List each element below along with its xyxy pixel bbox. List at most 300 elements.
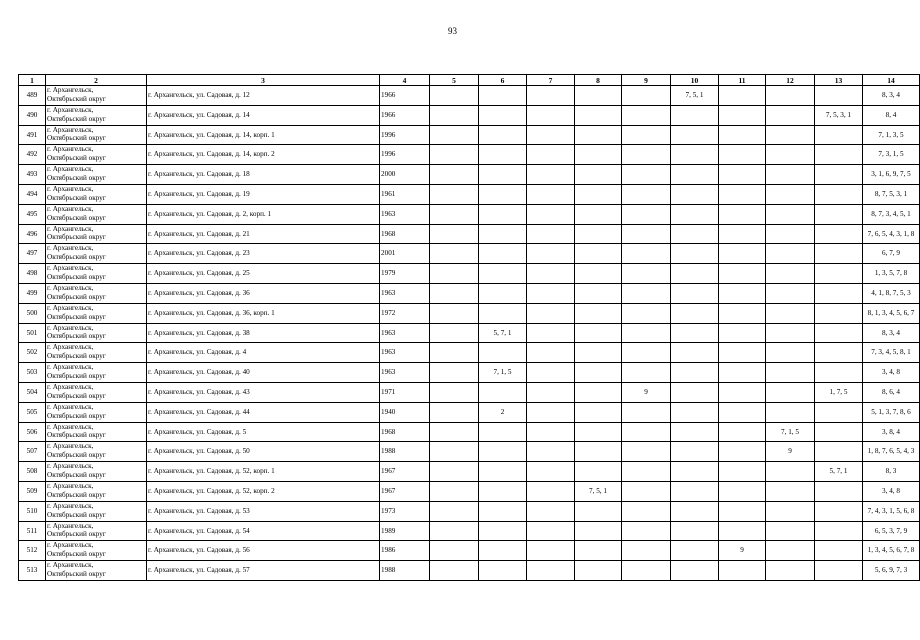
value-cell-6	[479, 145, 527, 165]
district-line: Октябрьский округ	[47, 569, 106, 578]
value-cell-13: 5, 7, 1	[815, 462, 863, 482]
value-cell-10	[671, 105, 719, 125]
district-line: г. Архангельск,	[47, 145, 94, 154]
column-header-12: 12	[766, 75, 815, 86]
address-cell: г. Архангельск, ул. Садовая, д. 36, корп. 1	[147, 303, 380, 323]
district-line: г. Архангельск,	[47, 264, 94, 273]
value-cell-14: 7, 3, 1, 5	[863, 145, 920, 165]
district-line: г. Архангельск,	[47, 244, 94, 253]
district-cell	[46, 244, 147, 264]
district-line: Октябрьский округ	[47, 114, 106, 123]
district-cell	[46, 363, 147, 383]
value-cell-10: 7, 5, 1	[671, 86, 719, 106]
table-row	[19, 244, 920, 264]
value-cell-14: 8, 7, 3, 4, 5, 1	[863, 204, 920, 224]
row-number: 503	[19, 363, 46, 383]
address-cell: г. Архангельск, ул. Садовая, д. 5	[147, 422, 380, 442]
value-cell-12	[766, 224, 815, 244]
row-number: 508	[19, 462, 46, 482]
value-cell-10	[671, 541, 719, 561]
table-row	[19, 145, 920, 165]
table-body	[19, 86, 920, 581]
value-cell-11	[719, 363, 766, 383]
value-cell-10	[671, 184, 719, 204]
district-line: Октябрьский округ	[47, 193, 106, 202]
value-cell-6	[479, 86, 527, 106]
value-cell-10	[671, 363, 719, 383]
year-cell: 1972	[380, 303, 430, 323]
value-cell-10	[671, 521, 719, 541]
district-line: Октябрьский округ	[47, 253, 106, 262]
value-cell-9	[622, 462, 671, 482]
value-cell-7	[527, 323, 575, 343]
value-cell-8: 7, 5, 1	[575, 481, 622, 501]
value-cell-12	[766, 86, 815, 106]
value-cell-13	[815, 204, 863, 224]
value-cell-7	[527, 125, 575, 145]
value-cell-8	[575, 264, 622, 284]
value-cell-10	[671, 422, 719, 442]
district-line: Октябрьский округ	[47, 371, 106, 380]
address-cell: г. Архангельск, ул. Садовая, д. 19	[147, 184, 380, 204]
value-cell-6	[479, 442, 527, 462]
value-cell-13	[815, 165, 863, 185]
table-row	[19, 86, 920, 106]
year-cell: 1963	[380, 363, 430, 383]
value-cell-12	[766, 184, 815, 204]
registry-table	[18, 74, 920, 581]
year-cell: 1967	[380, 481, 430, 501]
row-number: 506	[19, 422, 46, 442]
value-cell-7	[527, 244, 575, 264]
value-cell-6	[479, 343, 527, 363]
value-cell-7	[527, 165, 575, 185]
row-number: 504	[19, 382, 46, 402]
value-cell-7	[527, 105, 575, 125]
value-cell-10	[671, 462, 719, 482]
district-line: Октябрьский округ	[47, 332, 106, 341]
year-cell: 1963	[380, 283, 430, 303]
district-line: г. Архангельск,	[47, 303, 94, 312]
district-line: Октябрьский округ	[47, 173, 106, 182]
district-line: г. Архангельск,	[47, 402, 94, 411]
value-cell-6: 7, 1, 5	[479, 363, 527, 383]
value-cell-11	[719, 86, 766, 106]
value-cell-5	[430, 165, 479, 185]
district-cell	[46, 125, 147, 145]
year-cell: 1973	[380, 501, 430, 521]
value-cell-5	[430, 561, 479, 581]
value-cell-12	[766, 541, 815, 561]
address-cell: г. Архангельск, ул. Садовая, д. 12	[147, 86, 380, 106]
value-cell-14: 8, 6, 4	[863, 382, 920, 402]
district-cell	[46, 105, 147, 125]
address-cell: г. Архангельск, ул. Садовая, д. 36	[147, 283, 380, 303]
year-cell: 1963	[380, 323, 430, 343]
value-cell-7	[527, 521, 575, 541]
value-cell-14: 7, 4, 3, 1, 5, 6, 8	[863, 501, 920, 521]
header-row	[19, 75, 920, 86]
address-cell: г. Архангельск, ул. Садовая, д. 52, корп. 2	[147, 481, 380, 501]
table-row	[19, 125, 920, 145]
value-cell-12	[766, 204, 815, 224]
value-cell-6	[479, 521, 527, 541]
value-cell-14: 8, 3	[863, 462, 920, 482]
value-cell-5	[430, 442, 479, 462]
address-cell: г. Архангельск, ул. Садовая, д. 14, корп. 2	[147, 145, 380, 165]
value-cell-14: 3, 1, 6, 9, 7, 5	[863, 165, 920, 185]
address-cell: г. Архангельск, ул. Садовая, д. 21	[147, 224, 380, 244]
value-cell-7	[527, 204, 575, 224]
district-line: Октябрьский округ	[47, 391, 106, 400]
value-cell-7	[527, 462, 575, 482]
value-cell-13	[815, 541, 863, 561]
district-line: г. Архангельск,	[47, 363, 94, 372]
value-cell-5	[430, 125, 479, 145]
district-line: Октябрьский округ	[47, 470, 106, 479]
value-cell-12	[766, 363, 815, 383]
value-cell-10	[671, 323, 719, 343]
district-line: г. Архангельск,	[47, 283, 94, 292]
value-cell-12	[766, 561, 815, 581]
value-cell-13: 1, 7, 5	[815, 382, 863, 402]
value-cell-7	[527, 382, 575, 402]
column-header-7: 7	[527, 75, 575, 86]
value-cell-12	[766, 303, 815, 323]
value-cell-9	[622, 323, 671, 343]
column-header-1: 1	[19, 75, 46, 86]
value-cell-7	[527, 501, 575, 521]
district-line: г. Архангельск,	[47, 184, 94, 193]
value-cell-8	[575, 521, 622, 541]
address-cell: г. Архангельск, ул. Садовая, д. 14	[147, 105, 380, 125]
value-cell-11	[719, 501, 766, 521]
value-cell-8	[575, 165, 622, 185]
value-cell-10	[671, 303, 719, 323]
value-cell-6	[479, 283, 527, 303]
value-cell-14: 4, 1, 8, 7, 5, 3	[863, 283, 920, 303]
table-row	[19, 283, 920, 303]
value-cell-11: 9	[719, 541, 766, 561]
year-cell: 1996	[380, 145, 430, 165]
district-cell	[46, 462, 147, 482]
value-cell-11	[719, 481, 766, 501]
district-line: г. Архангельск,	[47, 462, 94, 471]
value-cell-13	[815, 422, 863, 442]
value-cell-5	[430, 283, 479, 303]
column-header-11: 11	[719, 75, 766, 86]
district-line: Октябрьский округ	[47, 530, 106, 539]
address-cell: г. Архангельск, ул. Садовая, д. 57	[147, 561, 380, 581]
value-cell-6	[479, 105, 527, 125]
value-cell-12	[766, 323, 815, 343]
table-row	[19, 462, 920, 482]
row-number: 493	[19, 165, 46, 185]
value-cell-13	[815, 184, 863, 204]
district-line: г. Архангельск,	[47, 521, 94, 530]
year-cell: 1988	[380, 442, 430, 462]
table-row	[19, 224, 920, 244]
value-cell-11	[719, 422, 766, 442]
value-cell-5	[430, 363, 479, 383]
value-cell-9	[622, 501, 671, 521]
column-header-9: 9	[622, 75, 671, 86]
value-cell-6	[479, 204, 527, 224]
value-cell-12: 7, 1, 5	[766, 422, 815, 442]
value-cell-12	[766, 382, 815, 402]
value-cell-5	[430, 264, 479, 284]
value-cell-11	[719, 224, 766, 244]
value-cell-8	[575, 303, 622, 323]
value-cell-9	[622, 541, 671, 561]
year-cell: 1971	[380, 382, 430, 402]
district-cell	[46, 204, 147, 224]
table-row	[19, 303, 920, 323]
value-cell-7	[527, 184, 575, 204]
value-cell-12	[766, 402, 815, 422]
district-line: г. Архангельск,	[47, 105, 94, 114]
value-cell-14: 8, 3, 4	[863, 86, 920, 106]
year-cell: 1986	[380, 541, 430, 561]
table-row	[19, 481, 920, 501]
value-cell-14: 8, 4	[863, 105, 920, 125]
table-row	[19, 402, 920, 422]
value-cell-10	[671, 501, 719, 521]
district-line: г. Архангельск,	[47, 382, 94, 391]
column-header-6: 6	[479, 75, 527, 86]
column-header-5: 5	[430, 75, 479, 86]
value-cell-6	[479, 244, 527, 264]
value-cell-13	[815, 561, 863, 581]
value-cell-12	[766, 521, 815, 541]
value-cell-10	[671, 125, 719, 145]
value-cell-12	[766, 125, 815, 145]
district-line: Октябрьский округ	[47, 431, 106, 440]
district-cell	[46, 264, 147, 284]
district-cell	[46, 382, 147, 402]
value-cell-9	[622, 442, 671, 462]
table-row	[19, 204, 920, 224]
value-cell-10	[671, 343, 719, 363]
row-number: 490	[19, 105, 46, 125]
value-cell-5	[430, 145, 479, 165]
value-cell-11	[719, 264, 766, 284]
district-cell	[46, 402, 147, 422]
value-cell-10	[671, 165, 719, 185]
value-cell-7	[527, 541, 575, 561]
value-cell-6	[479, 165, 527, 185]
address-cell: г. Архангельск, ул. Садовая, д. 53	[147, 501, 380, 521]
district-line: г. Архангельск,	[47, 86, 94, 94]
year-cell: 1968	[380, 422, 430, 442]
value-cell-9	[622, 105, 671, 125]
value-cell-5	[430, 541, 479, 561]
value-cell-12	[766, 462, 815, 482]
value-cell-8	[575, 323, 622, 343]
column-header-4: 4	[380, 75, 430, 86]
value-cell-13	[815, 264, 863, 284]
district-line: г. Архангельск,	[47, 442, 94, 451]
value-cell-8	[575, 125, 622, 145]
value-cell-7	[527, 442, 575, 462]
value-cell-10	[671, 481, 719, 501]
district-line: г. Архангельск,	[47, 224, 94, 233]
value-cell-9	[622, 165, 671, 185]
row-number: 511	[19, 521, 46, 541]
value-cell-11	[719, 521, 766, 541]
table-row	[19, 165, 920, 185]
value-cell-12	[766, 501, 815, 521]
value-cell-14: 8, 7, 5, 3, 1	[863, 184, 920, 204]
district-cell	[46, 224, 147, 244]
value-cell-10	[671, 224, 719, 244]
table-row	[19, 501, 920, 521]
value-cell-13	[815, 86, 863, 106]
row-number: 500	[19, 303, 46, 323]
value-cell-8	[575, 343, 622, 363]
district-line: г. Архангельск,	[47, 323, 94, 332]
address-cell: г. Архангельск, ул. Садовая, д. 56	[147, 541, 380, 561]
row-number: 489	[19, 86, 46, 106]
value-cell-9	[622, 184, 671, 204]
year-cell: 1963	[380, 343, 430, 363]
value-cell-11	[719, 105, 766, 125]
value-cell-12	[766, 481, 815, 501]
value-cell-11	[719, 442, 766, 462]
value-cell-9	[622, 224, 671, 244]
value-cell-8	[575, 501, 622, 521]
value-cell-12	[766, 105, 815, 125]
value-cell-6: 2	[479, 402, 527, 422]
year-cell: 1988	[380, 561, 430, 581]
value-cell-5	[430, 184, 479, 204]
year-cell: 1967	[380, 462, 430, 482]
value-cell-10	[671, 402, 719, 422]
address-cell: г. Архангельск, ул. Садовая, д. 52, корп. 1	[147, 462, 380, 482]
value-cell-11	[719, 303, 766, 323]
value-cell-7	[527, 283, 575, 303]
year-cell: 1968	[380, 224, 430, 244]
district-line: г. Архангельск,	[47, 125, 94, 134]
address-cell: г. Архангельск, ул. Садовая, д. 23	[147, 244, 380, 264]
value-cell-9	[622, 283, 671, 303]
value-cell-7	[527, 303, 575, 323]
value-cell-11	[719, 323, 766, 343]
value-cell-6	[479, 501, 527, 521]
value-cell-5	[430, 481, 479, 501]
value-cell-14: 6, 7, 9	[863, 244, 920, 264]
value-cell-9	[622, 303, 671, 323]
value-cell-5	[430, 402, 479, 422]
value-cell-13	[815, 343, 863, 363]
address-cell: г. Архангельск, ул. Садовая, д. 2, корп. 1	[147, 204, 380, 224]
district-cell	[46, 541, 147, 561]
district-line: г. Архангельск,	[47, 501, 94, 510]
district-line: г. Архангельск,	[47, 204, 94, 213]
district-line: Октябрьский округ	[47, 94, 106, 103]
value-cell-5	[430, 343, 479, 363]
district-line: Октябрьский округ	[47, 292, 106, 301]
value-cell-9	[622, 145, 671, 165]
value-cell-13	[815, 244, 863, 264]
value-cell-12	[766, 145, 815, 165]
district-line: г. Архангельск,	[47, 561, 94, 570]
row-number: 505	[19, 402, 46, 422]
value-cell-14: 3, 4, 8	[863, 481, 920, 501]
district-cell	[46, 323, 147, 343]
year-cell: 1966	[380, 86, 430, 106]
value-cell-7	[527, 343, 575, 363]
value-cell-12	[766, 165, 815, 185]
value-cell-5	[430, 303, 479, 323]
district-cell	[46, 561, 147, 581]
value-cell-6: 5, 7, 1	[479, 323, 527, 343]
address-cell: г. Архангельск, ул. Садовая, д. 44	[147, 402, 380, 422]
table-row	[19, 561, 920, 581]
district-cell	[46, 165, 147, 185]
value-cell-10	[671, 204, 719, 224]
value-cell-8	[575, 204, 622, 224]
value-cell-7	[527, 264, 575, 284]
value-cell-8	[575, 462, 622, 482]
value-cell-8	[575, 283, 622, 303]
address-cell: г. Архангельск, ул. Садовая, д. 25	[147, 264, 380, 284]
value-cell-12: 9	[766, 442, 815, 462]
value-cell-14: 7, 1, 3, 5	[863, 125, 920, 145]
table-row	[19, 422, 920, 442]
value-cell-9	[622, 561, 671, 581]
row-number: 497	[19, 244, 46, 264]
value-cell-12	[766, 244, 815, 264]
value-cell-6	[479, 264, 527, 284]
year-cell: 2001	[380, 244, 430, 264]
value-cell-10	[671, 382, 719, 402]
value-cell-13	[815, 125, 863, 145]
value-cell-11	[719, 283, 766, 303]
value-cell-11	[719, 402, 766, 422]
value-cell-14: 3, 8, 4	[863, 422, 920, 442]
district-line: Октябрьский округ	[47, 352, 106, 361]
year-cell: 1940	[380, 402, 430, 422]
address-cell: г. Архангельск, ул. Садовая, д. 18	[147, 165, 380, 185]
row-number: 507	[19, 442, 46, 462]
value-cell-12	[766, 283, 815, 303]
value-cell-14: 8, 3, 4	[863, 323, 920, 343]
value-cell-6	[479, 422, 527, 442]
district-line: Октябрьский округ	[47, 550, 106, 559]
row-number: 496	[19, 224, 46, 244]
table-row	[19, 382, 920, 402]
value-cell-5	[430, 382, 479, 402]
district-cell	[46, 303, 147, 323]
value-cell-8	[575, 382, 622, 402]
value-cell-11	[719, 462, 766, 482]
year-cell: 2000	[380, 165, 430, 185]
value-cell-13	[815, 481, 863, 501]
district-cell	[46, 343, 147, 363]
value-cell-7	[527, 402, 575, 422]
value-cell-9	[622, 264, 671, 284]
district-line: г. Архангельск,	[47, 541, 94, 550]
value-cell-14: 8, 1, 3, 4, 5, 6, 7	[863, 303, 920, 323]
row-number: 510	[19, 501, 46, 521]
value-cell-10	[671, 264, 719, 284]
value-cell-5	[430, 244, 479, 264]
value-cell-5	[430, 86, 479, 106]
address-cell: г. Архангельск, ул. Садовая, д. 38	[147, 323, 380, 343]
table-row	[19, 343, 920, 363]
value-cell-8	[575, 145, 622, 165]
